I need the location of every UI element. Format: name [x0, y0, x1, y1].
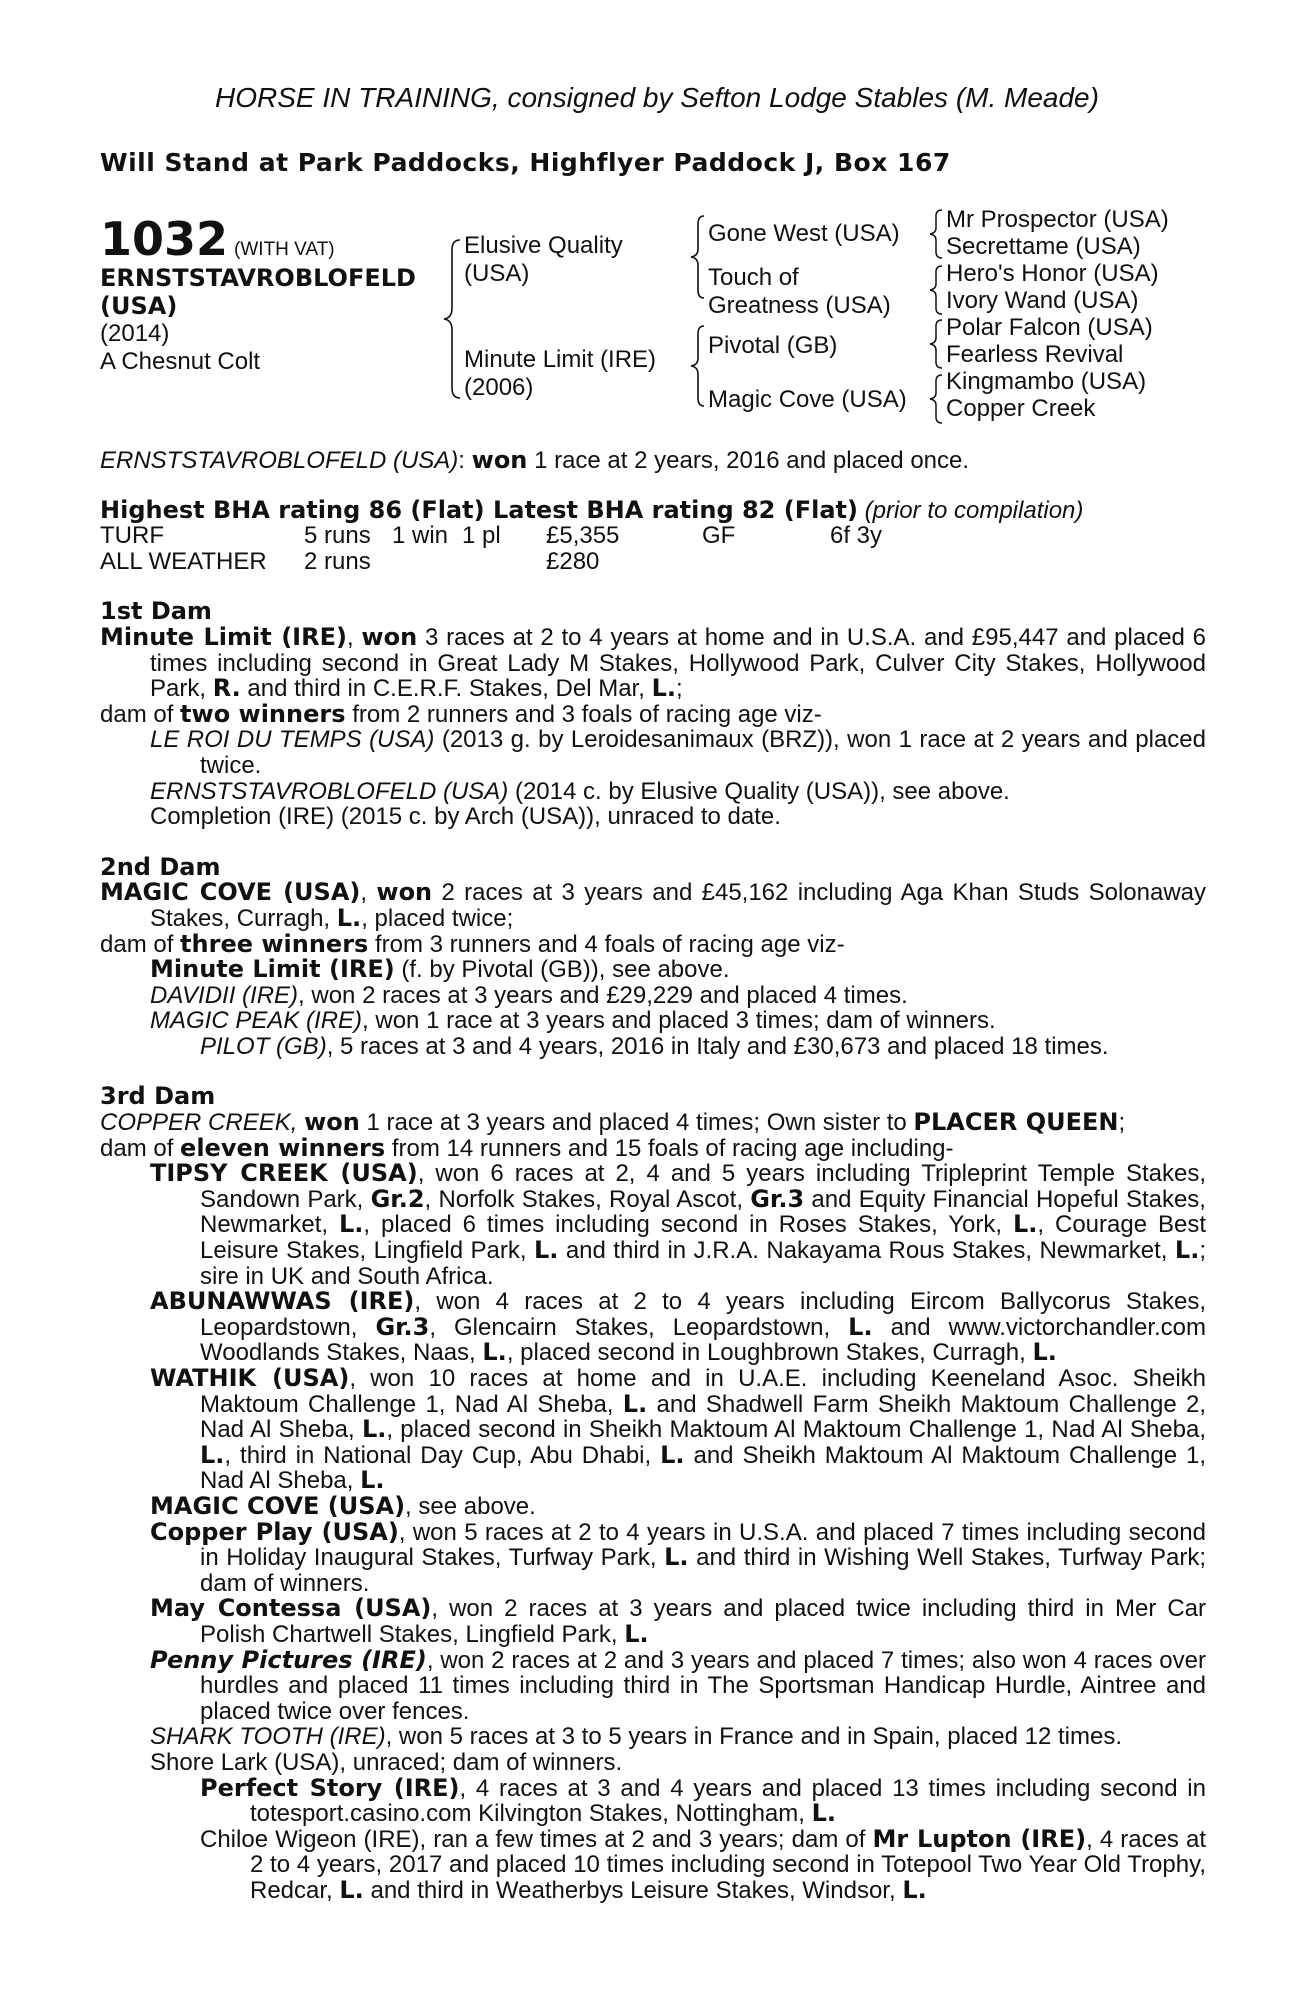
- turf-label: TURF: [100, 522, 164, 550]
- offspring-text: and third in Wishing Well Stakes, Turfway Park; dam of winners.: [200, 1544, 1206, 1597]
- offspring-record: (f. by Pivotal (GB)), see above.: [401, 956, 730, 984]
- pedigree-sire-dam: [708, 264, 891, 320]
- offspring-text: , won 2 races at 2 and 3 years and placed 7 times; also won 4 races over hurdles and placed 11 times including third in The Sportsman Handicap Hurdle, Aintree and placed twice over fences.: [200, 1646, 1206, 1725]
- offspring-name: Minute Limit (IRE): [150, 955, 395, 984]
- third-dam-produce-c: from 14 runners and 15 foals of racing age including-: [391, 1134, 954, 1162]
- offspring-magic-cove: [150, 1491, 1206, 1520]
- second-dam-won: won: [376, 878, 433, 907]
- first-dam-sep: ,: [346, 623, 354, 651]
- pedigree-brace-main: [440, 238, 462, 400]
- third-dam-sister: PLACER QUEEN: [913, 1108, 1119, 1137]
- listed-mark: L.: [360, 1466, 385, 1495]
- stand-location: Will Stand at Park Paddocks, Highflyer Paddock J, Box 167: [100, 148, 951, 177]
- offspring-record: (2014 c. by Elusive Quality (USA)), see above.: [514, 777, 1010, 805]
- offspring-text: and third in Weatherbys Leisure Stakes, Windsor,: [370, 1876, 896, 1904]
- offspring-text: , won 6 races at 2, 4 and 5 years including Tripleprint Temple Stakes, Sandown Park,: [200, 1160, 1207, 1213]
- horse-country: (USA): [100, 292, 178, 320]
- offspring-text: , 4 races at 2 to 4 years, 2017 and placed 10 times including second in Totepool Two Year Old Trophy, Redcar,: [250, 1825, 1207, 1904]
- listed-mark: L.: [1032, 1338, 1057, 1367]
- first-dam-produce-c: from 2 runners and 3 foals of racing age viz-: [352, 700, 822, 728]
- first-dam-offspring-1: [150, 727, 1206, 778]
- first-dam-end: ;: [676, 675, 683, 703]
- offspring-name: PILOT (GB): [200, 1032, 327, 1060]
- third-dam-end: ;: [1118, 1109, 1126, 1137]
- third-dam-won: won: [304, 1108, 360, 1137]
- gen4-sss: Mr Prospector (USA): [946, 206, 1169, 233]
- summary-line: [100, 448, 1206, 474]
- second-dam-text-b: , placed twice;: [361, 904, 514, 932]
- offspring-name: LE ROI DU TEMPS (USA): [150, 726, 435, 754]
- offspring-text: ; sire in UK and South Africa.: [200, 1237, 1207, 1290]
- third-dam-produce-b: eleven winners: [180, 1133, 386, 1162]
- gen4-sds: Hero's Honor (USA): [946, 260, 1159, 287]
- first-dam-listed-r: R.: [212, 674, 241, 703]
- group-grade: Gr.2: [370, 1184, 425, 1213]
- first-dam-won: won: [361, 622, 418, 651]
- third-dam-produce-a: dam of: [100, 1134, 174, 1162]
- first-dam-text-a: 3 races at 2 to 4 years at home and in U.S.A. and £95,447 and placed 6 times including second in Great Lady M Stakes, Hollywood Park, Culver City Stakes, Hollywood Park,: [150, 623, 1207, 703]
- gen4-dsd: Fearless Revival: [946, 341, 1124, 368]
- second-dam-offspring-3: [150, 1008, 1206, 1034]
- horse-identity: [100, 264, 416, 376]
- offspring-text: and www.victorchandler.com Woodlands Stakes, Naas,: [200, 1313, 1207, 1367]
- first-dam-offspring-2: [150, 779, 1206, 805]
- second-dam-listed: L.: [336, 903, 362, 932]
- offspring-text: , placed second in Loughbrown Stakes, Curragh,: [506, 1339, 1026, 1367]
- second-dam-record: [100, 880, 1206, 931]
- second-dam-text-a: 2 races at 3 years and £45,162 including Aga Khan Studs Solonaway Stakes, Curragh,: [150, 879, 1206, 932]
- pedigree-dam-sire: Pivotal (GB): [708, 332, 838, 359]
- sire-dam-line1: Touch of: [708, 264, 799, 291]
- offspring-record: (2013 g. by Leroidesanimaux (BRZ)), won 1 race at 2 years and placed twice.: [200, 726, 1207, 779]
- listed-mark: L.: [200, 1440, 225, 1469]
- turf-runs: 5 runs: [304, 522, 371, 550]
- consignor-header: HORSE IN TRAINING, consigned by Sefton Lodge Stables (M. Meade): [215, 82, 1099, 113]
- offspring-record: , won 1 race at 3 years and placed 3 times; dam of winners.: [362, 1007, 996, 1035]
- gen4-ddd: Copper Creek: [946, 395, 1096, 422]
- offspring-text: , 4 races at 3 and 4 years and placed 13 times including second in totesport.casino.com Kilvington Stakes, Nottingham,: [250, 1774, 1206, 1828]
- foaling-year: (2014): [100, 320, 170, 347]
- racing-record: [100, 448, 1206, 1903]
- second-dam-offspring-2: [150, 983, 1206, 1009]
- offspring-chiloe-wigeon: [200, 1824, 1207, 1904]
- sire-country: (USA): [464, 260, 530, 287]
- listed-mark: L.: [902, 1875, 927, 1904]
- listed-mark: L.: [848, 1312, 873, 1341]
- second-dam-grand-offspring: [200, 1034, 1206, 1060]
- bha-ratings: [100, 495, 1206, 524]
- offspring-text: and Shadwell Farm Sheikh Maktoum Challenge 2, Nad Al Sheba,: [200, 1390, 1206, 1444]
- horse-description: A Chesnut Colt: [100, 348, 261, 375]
- bha-rating-text: Highest BHA rating 86 (Flat) Latest BHA rating 82 (Flat): [100, 495, 858, 524]
- second-dam-heading: 2nd Dam: [100, 852, 221, 881]
- first-dam-record: [100, 622, 1207, 703]
- pedigree-brace-ss: [928, 208, 944, 260]
- first-dam-heading: 1st Dam: [100, 597, 212, 626]
- offspring-wathik: [150, 1366, 1206, 1494]
- listed-mark: L.: [482, 1338, 507, 1367]
- listed-mark: L.: [1174, 1236, 1200, 1265]
- listed-mark: L.: [622, 1389, 648, 1418]
- offspring-shore-lark: Shore Lark (USA), unraced; dam of winners.: [150, 1748, 623, 1776]
- first-dam-produce-a: dam of: [100, 700, 174, 728]
- offspring-abunawwas: [150, 1289, 1206, 1366]
- second-dam-produce-b: three winners: [180, 929, 369, 958]
- gen4-dds: Kingmambo (USA): [946, 368, 1147, 395]
- summary-colon: :: [458, 447, 465, 474]
- offspring-record: , won 2 races at 3 years and £29,229 and placed 4 times.: [298, 981, 908, 1009]
- listed-mark: L.: [339, 1875, 364, 1904]
- aw-money: £280: [546, 547, 600, 575]
- offspring-name: MAGIC PEAK (IRE): [150, 1007, 363, 1035]
- aw-runs: 2 runs: [304, 547, 371, 575]
- offspring-name: Penny Pictures (IRE): [150, 1645, 427, 1674]
- offspring-text: , Courage Best Leisure Stakes, Lingfield Park,: [200, 1211, 1207, 1265]
- dam-year: (2006): [464, 374, 534, 401]
- offspring-penny-pictures: [150, 1645, 1206, 1725]
- second-dam-produce-a: dam of: [100, 930, 174, 958]
- vat-note: (WITH VAT): [234, 239, 335, 260]
- offspring-name: Perfect Story (IRE): [200, 1773, 460, 1802]
- offspring-text: and third in J.R.A. Nakayama Rous Stakes, Newmarket,: [565, 1237, 1168, 1265]
- offspring-text: , placed 6 times including second in Roses Stakes, York,: [363, 1211, 1003, 1239]
- offspring-text: , won 4 races at 2 to 4 years including Eircom Ballycorus Stakes, Leopardstown,: [200, 1288, 1206, 1341]
- second-dam-produce-c: from 3 runners and 4 foals of racing age viz-: [375, 930, 845, 958]
- second-dam-name: MAGIC COVE (USA): [100, 878, 361, 907]
- third-dam-heading: 3rd Dam: [100, 1082, 216, 1111]
- listed-mark: L.: [1012, 1210, 1038, 1239]
- offspring-perfect-story: [200, 1773, 1206, 1828]
- listed-mark: L.: [811, 1799, 837, 1828]
- pedigree-sire: [464, 232, 623, 288]
- summary-horse-name: ERNSTSTAVROBLOFELD (USA): [100, 447, 459, 474]
- aw-label: ALL WEATHER: [100, 547, 267, 575]
- pedigree-brace-dam: [688, 324, 706, 408]
- sire-dam-line2: Greatness (USA): [708, 292, 891, 319]
- listed-mark: L.: [338, 1210, 364, 1239]
- offspring-text: , Glencairn Stakes, Leopardstown,: [429, 1313, 831, 1341]
- gen4-sdd: Ivory Wand (USA): [946, 287, 1139, 314]
- first-dam-produce: [100, 699, 1206, 728]
- gen4-ssd: Secrettame (USA): [946, 233, 1141, 260]
- offspring-text: , third in National Day Cup, Abu Dhabi,: [224, 1441, 652, 1469]
- offspring-text: , see above.: [405, 1492, 536, 1520]
- turf-record: [100, 523, 1206, 549]
- third-dam-name: COPPER CREEK,: [100, 1109, 298, 1137]
- second-dam-sep: ,: [360, 879, 368, 907]
- offspring-copper-play: [150, 1517, 1206, 1597]
- pedigree-brace-sd: [928, 264, 944, 316]
- turf-going: GF: [702, 522, 736, 550]
- pedigree-dam: [464, 346, 656, 402]
- gen4-dss: Polar Falcon (USA): [946, 314, 1153, 341]
- first-dam-name: Minute Limit (IRE): [100, 622, 347, 651]
- offspring-name: Mr Lupton (IRE): [872, 1824, 1087, 1853]
- offspring-record: , 5 races at 3 and 4 years, 2016 in Italy and £30,673 and placed 18 times.: [326, 1032, 1109, 1060]
- offspring-shark-tooth: [150, 1724, 1206, 1750]
- horse-name: ERNSTSTAVROBLOFELD: [100, 264, 416, 292]
- offspring-text: and Sheikh Maktoum Al Maktoum Challenge 1, Nad Al Sheba,: [200, 1441, 1206, 1495]
- pedigree-brace-ds: [928, 318, 944, 370]
- offspring-text: Chiloe Wigeon (IRE), ran a few times at 2 and 3 years; dam of: [200, 1825, 866, 1853]
- pedigree-brace-dd: [928, 373, 944, 425]
- pedigree-fourth-generation: [946, 206, 1169, 422]
- offspring-name: WATHIK (USA): [150, 1364, 350, 1392]
- first-dam-produce-b: two winners: [180, 699, 346, 728]
- offspring-tipsy-creek: [150, 1161, 1206, 1289]
- listed-mark: L.: [664, 1543, 689, 1572]
- offspring-text: and Equity Financial Hopeful Stakes, Newmarket,: [200, 1185, 1206, 1239]
- offspring-text: , placed second in Sheikh Maktoum Al Maktoum Challenge 1, Nad Al Sheba,: [386, 1416, 1207, 1444]
- third-dam-text: 1 race at 3 years and placed 4 times; Own sister to: [366, 1109, 907, 1137]
- offspring-text: , Norfolk Stakes, Royal Ascot,: [424, 1185, 743, 1213]
- second-dam-offspring-1: [150, 957, 1206, 983]
- offspring-text: , won 5 races at 2 to 4 years in U.S.A. and placed 7 times including second in Holiday Inaugural Stakes, Turfway Park,: [200, 1518, 1206, 1572]
- pedigree-dam-dam: Magic Cove (USA): [708, 386, 907, 413]
- first-dam-text-b: and third in C.E.R.F. Stakes, Del Mar,: [247, 675, 645, 703]
- pedigree-brace-sire: [688, 214, 706, 300]
- second-dam-produce: [100, 929, 1206, 958]
- third-dam-record: [100, 1110, 1206, 1136]
- offspring-text: , won 10 races at home and in U.A.E. including Keeneland Asoc. Sheikh Maktoum Challenge 1, Nad Al Sheba,: [200, 1365, 1207, 1418]
- turf-distance: 6f 3y: [830, 522, 883, 550]
- summary-rest: 1 race at 2 years, 2016 and placed once.: [534, 447, 970, 474]
- offspring-name: ERNSTSTAVROBLOFELD (USA): [150, 777, 509, 805]
- offspring-name: MAGIC COVE (USA): [150, 1491, 406, 1520]
- offspring-text: , won 5 races at 3 to 5 years in France and in Spain, placed 12 times.: [385, 1723, 1122, 1751]
- pedigree-sire-sire: Gone West (USA): [708, 220, 900, 247]
- first-dam-offspring-3: Completion (IRE) (2015 c. by Arch (USA)), unraced to date.: [150, 803, 781, 831]
- offspring-name: TIPSY CREEK (USA): [150, 1159, 418, 1188]
- lot-number-block: [100, 212, 335, 266]
- listed-mark: L.: [624, 1619, 649, 1648]
- first-dam-listed-l: L.: [651, 674, 676, 703]
- offspring-name: ABUNAWWAS (IRE): [150, 1287, 415, 1316]
- bha-rating-note: (prior to compilation): [864, 496, 1084, 524]
- offspring-name: Copper Play (USA): [150, 1517, 399, 1546]
- listed-mark: L.: [533, 1236, 559, 1265]
- offspring-may-contessa: [150, 1596, 1206, 1647]
- offspring-name: May Contessa (USA): [150, 1594, 432, 1623]
- dam-name: Minute Limit (IRE): [464, 346, 657, 373]
- turf-money: £5,355: [546, 522, 620, 550]
- all-weather-record: [100, 549, 1206, 575]
- third-dam-produce: [100, 1133, 1206, 1162]
- offspring-name: SHARK TOOTH (IRE): [150, 1723, 386, 1751]
- turf-wins: 1 win: [392, 522, 449, 550]
- summary-won: won: [471, 446, 528, 474]
- group-grade: Gr.3: [750, 1184, 805, 1213]
- offspring-name: DAVIDII (IRE): [150, 981, 299, 1009]
- listed-mark: L.: [660, 1440, 685, 1469]
- group-grade: Gr.3: [375, 1312, 430, 1341]
- listed-mark: L.: [361, 1415, 387, 1444]
- turf-placed: 1 pl: [462, 522, 501, 550]
- sire-name: Elusive Quality: [464, 232, 623, 259]
- offspring-text: , won 2 races at 3 years and placed twice including third in Mer Car Polish Chartwell Stakes, Lingfield Park,: [200, 1595, 1206, 1648]
- lot-number: 1032: [100, 212, 229, 266]
